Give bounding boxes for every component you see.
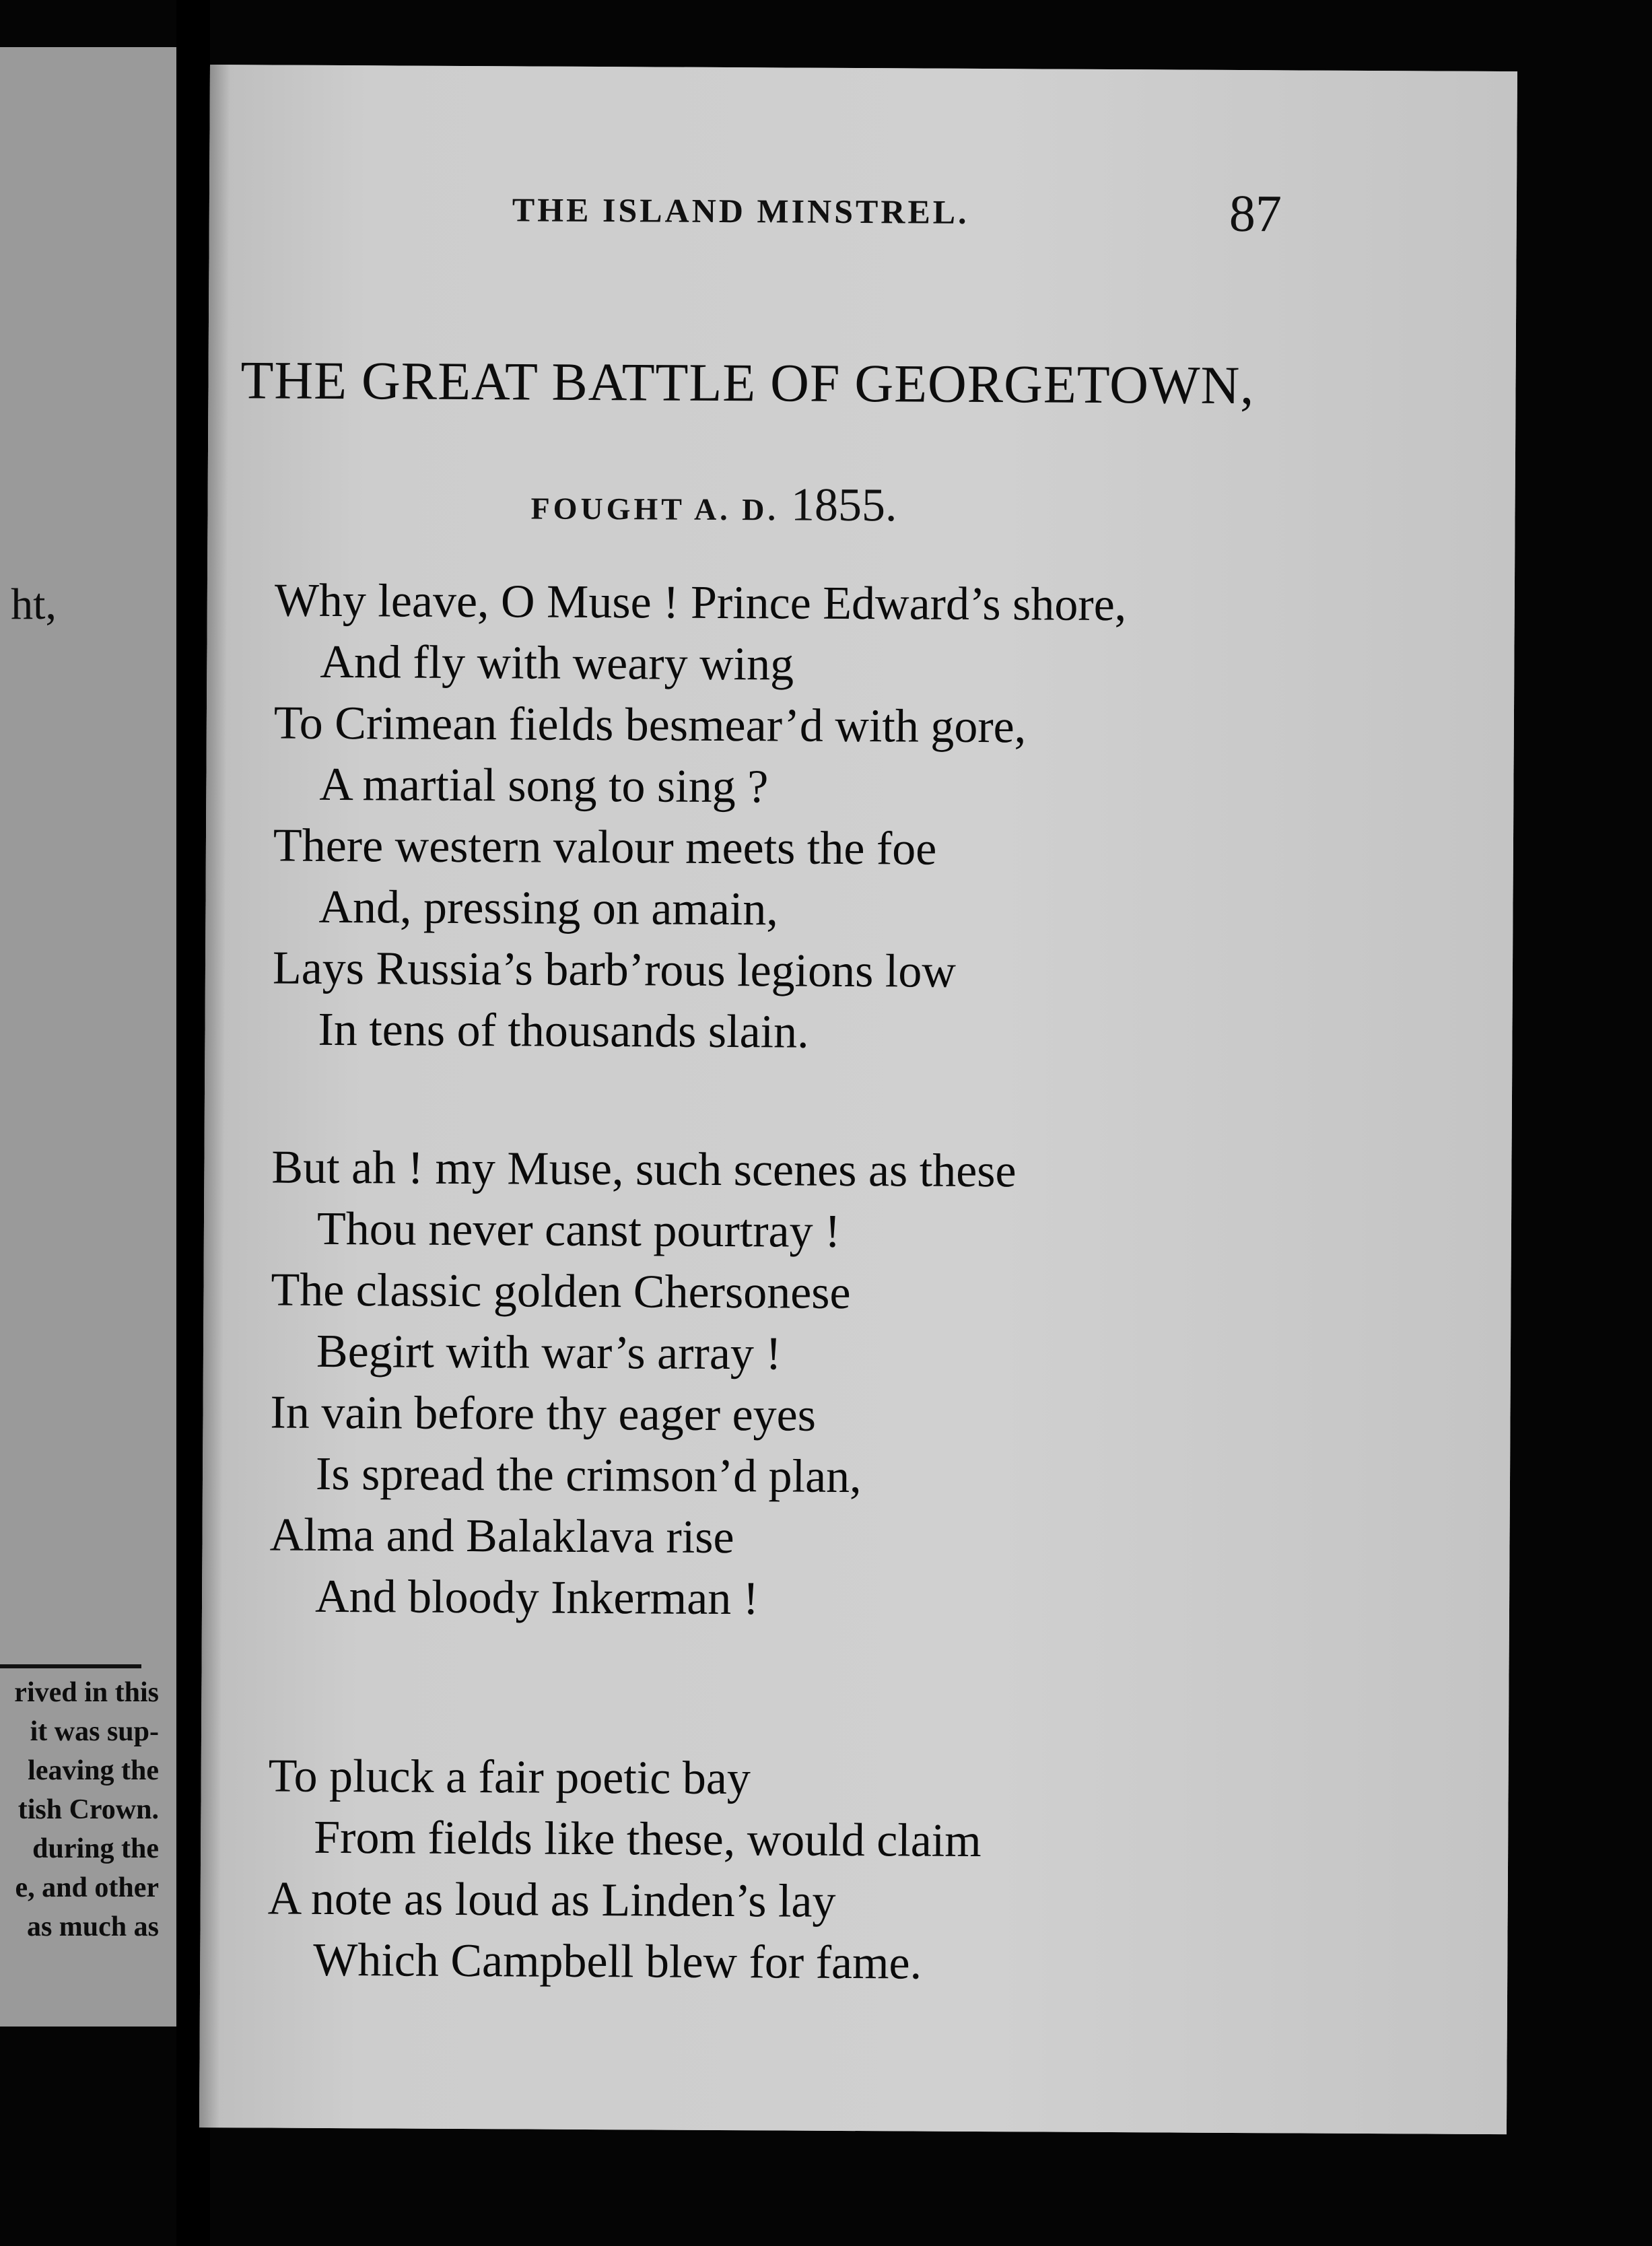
left-page-footnote-rule	[0, 1664, 141, 1668]
poem-line: Alma and Balaklava rise	[269, 1509, 734, 1564]
poem-line: Thou never canst pourtray !	[316, 1202, 841, 1258]
left-page-footnote-line: tish Crown.	[18, 1794, 159, 1825]
poem-line: From fields like these, would claim	[314, 1811, 982, 1868]
poem-line: Begirt with war’s array !	[316, 1325, 782, 1380]
poem-line: In tens of thousands slain.	[318, 1003, 809, 1058]
left-page-footnote-line: during the	[32, 1833, 159, 1864]
poem-line: The classic golden Chersonese	[271, 1264, 851, 1320]
poem-line: To Crimean fields besmear’d with gore,	[273, 697, 1027, 753]
poem-subtitle	[530, 477, 897, 533]
left-page-footnote-line: as much as	[26, 1911, 159, 1942]
poem-line: Lays Russia’s barb’rous legions low	[272, 942, 957, 998]
left-page-footnote-line: rived in this	[14, 1677, 159, 1708]
page-number: 87	[1229, 183, 1282, 243]
poem-subtitle-caps: FOUGHT A. D.	[530, 491, 780, 527]
poem-line: A note as loud as Linden’s lay	[267, 1872, 836, 1928]
left-page-footnote-line: leaving the	[28, 1755, 159, 1786]
left-page-footnote-line: it was sup-	[30, 1716, 159, 1747]
poem-line: Which Campbell blew for fame.	[313, 1934, 922, 1989]
running-title: THE ISLAND MINSTREL.	[512, 191, 969, 231]
poem-line: To pluck a fair poetic bay	[268, 1750, 751, 1805]
stanza-1	[272, 570, 1419, 1066]
poem-line: A martial song to sing ?	[319, 758, 769, 813]
poem-subtitle-year: 1855.	[790, 479, 897, 532]
poem-line: There western valour meets the foe	[273, 819, 937, 875]
poem-title: THE GREAT BATTLE OF GEORGETOWN,	[240, 351, 1255, 416]
left-page-footnote-line: e, and other	[15, 1872, 159, 1903]
poem-line: In vain before thy eager eyes	[270, 1386, 817, 1441]
left-page-fragment	[0, 47, 176, 2027]
poem-line: And fly with weary wing	[320, 636, 794, 691]
poem-line: Why leave, O Muse ! Prince Edward’s shore,	[274, 574, 1127, 632]
poem-line: Is spread the crimson’d plan,	[315, 1448, 862, 1503]
poem-line: And bloody Inkerman !	[314, 1570, 759, 1625]
poem-line: And, pressing on amain,	[318, 881, 779, 936]
stanza-3	[267, 1745, 1413, 1996]
stanza-2	[269, 1137, 1416, 1633]
book-page	[199, 65, 1517, 2134]
left-page-text-fragment: ht,	[11, 580, 57, 629]
poem-line: But ah ! my Muse, such scenes as these	[271, 1141, 1017, 1198]
